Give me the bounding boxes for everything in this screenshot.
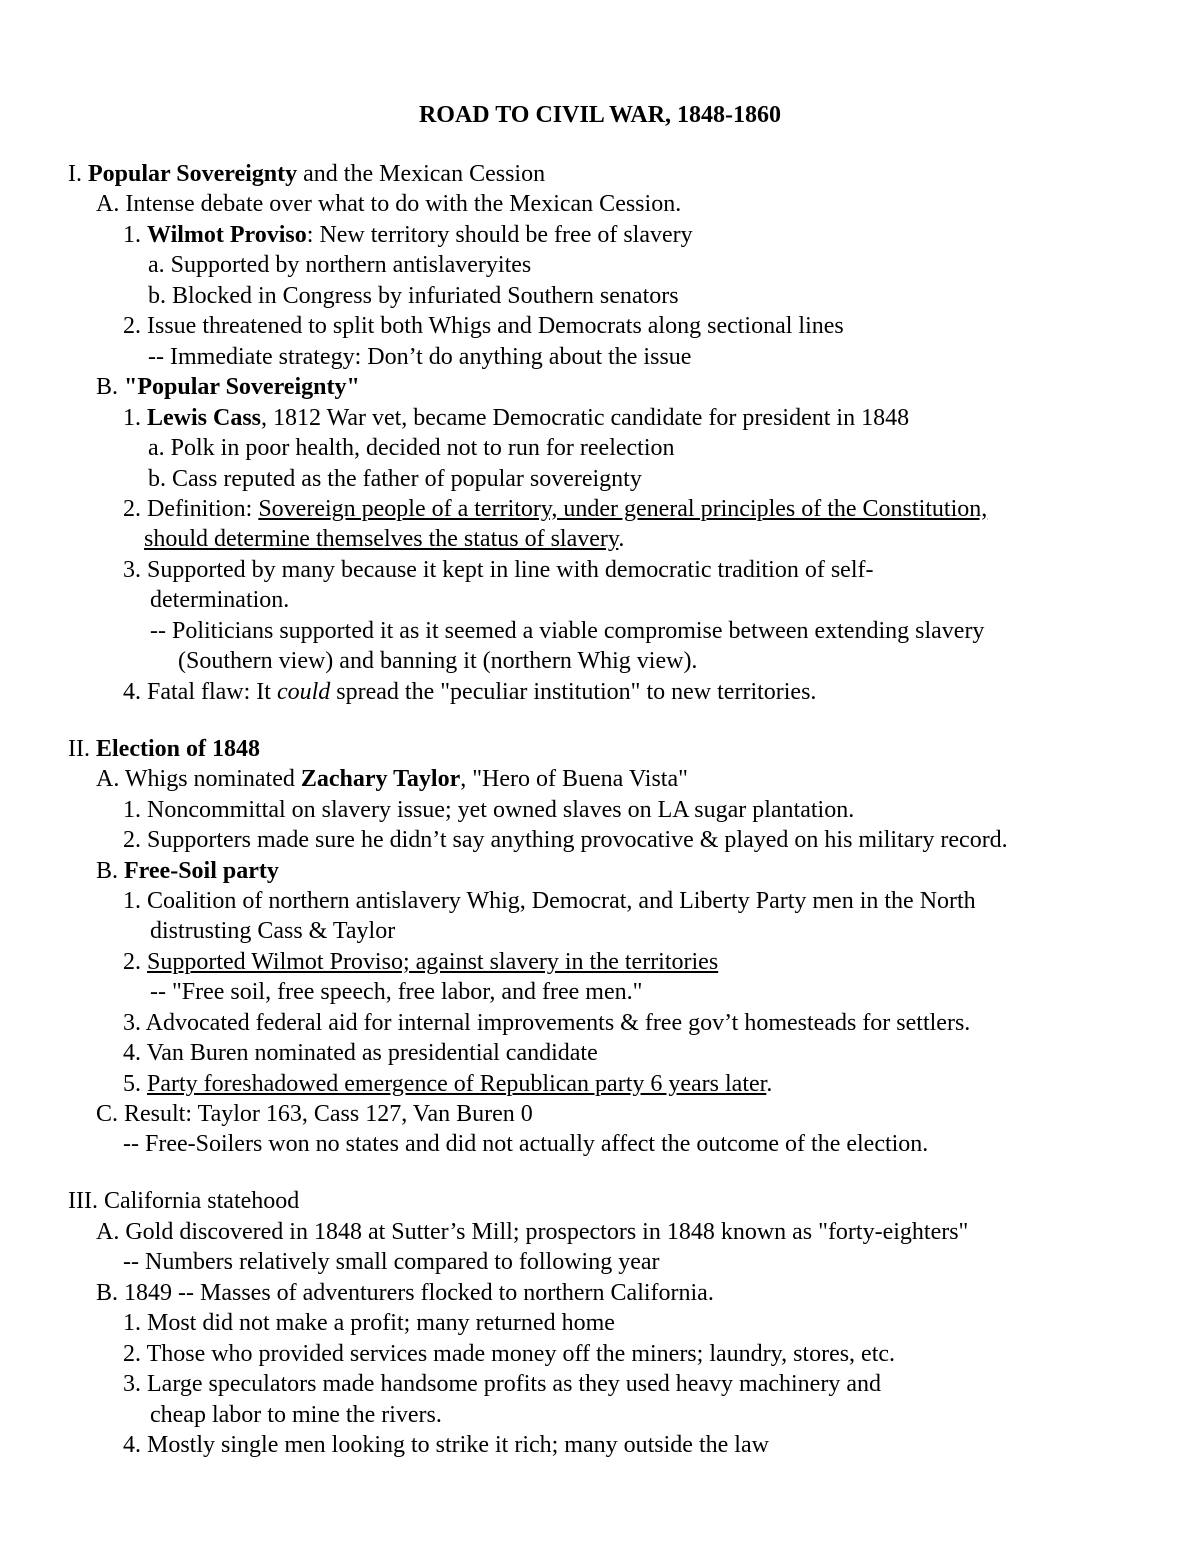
outline-line (123, 945, 718, 979)
outline-line (148, 340, 691, 374)
outline-line (150, 1398, 442, 1432)
outline-line (123, 823, 1008, 857)
bold-term: Wilmot Proviso (147, 222, 307, 248)
outline-line (96, 1276, 714, 1310)
outline-line (68, 157, 545, 191)
italic-text: could (276, 679, 331, 705)
outline-line (123, 401, 909, 435)
line-text: III. California statehood (68, 1188, 300, 1214)
line-text: I. (68, 161, 88, 187)
line-text: : New territory should be free of slavery (306, 222, 693, 248)
line-text: a. Supported by northern antislaveryites (148, 252, 532, 278)
outline-line (150, 914, 395, 948)
outline-line (123, 793, 854, 827)
line-text: 1. (123, 405, 147, 431)
line-text: spread the "peculiar institution" to new territories. (330, 679, 817, 705)
line-text: b. Cass reputed as the father of popular sovereignty (148, 466, 642, 492)
outline-line (123, 309, 844, 343)
outline-line (148, 279, 679, 313)
outline-line (96, 370, 360, 404)
line-text: -- "Free soil, free speech, free labor, and free men." (150, 979, 643, 1005)
line-text: 1. Coalition of northern antislavery Whig, Democrat, and Liberty Party men in the North (123, 888, 976, 914)
line-text: 2. Definition: (123, 496, 259, 522)
line-text: a. Polk in poor health, decided not to run for reelection (148, 435, 675, 461)
line-text: 1. (123, 222, 147, 248)
line-text: 1. Most did not make a profit; many returned home (123, 1310, 615, 1336)
outline-line (123, 553, 873, 587)
line-text: , 1812 War vet, became Democratic candidate for president in 1848 (261, 405, 910, 431)
document-title: ROAD TO CIVIL WAR, 1848-1860 (418, 102, 782, 128)
outline-line (123, 1306, 615, 1340)
outline-line (123, 492, 987, 526)
line-text: A. Intense debate over what to do with the Mexican Cession. (96, 191, 682, 217)
outline-line (123, 1428, 769, 1462)
bold-term: Zachary Taylor (300, 766, 461, 792)
outline-line (150, 975, 642, 1009)
underlined-text: should determine themselves the status of slavery (144, 526, 619, 552)
outline-line (178, 644, 697, 678)
outline-line (123, 218, 693, 252)
outline-line (148, 248, 531, 282)
outline-line (68, 1184, 299, 1218)
line-text: determination. (150, 587, 290, 613)
outline-line (123, 1006, 970, 1040)
line-text: -- Free-Soilers won no states and did not actually affect the outcome of the election. (123, 1131, 929, 1157)
line-text: 4. Fatal flaw: It (123, 679, 277, 705)
line-text: 4. Mostly single men looking to strike it rich; many outside the law (123, 1432, 769, 1458)
outline-line (144, 522, 624, 556)
line-text: , "Hero of Buena Vista" (460, 766, 688, 792)
line-text: -- Immediate strategy: Don’t do anything about the issue (148, 344, 692, 370)
line-text: 2. Those who provided services made money off the miners; laundry, stores, etc. (123, 1341, 896, 1367)
line-text: B. (96, 374, 125, 400)
line-text: . (766, 1071, 773, 1097)
line-text: -- Numbers relatively small compared to following year (123, 1249, 660, 1275)
outline-line (123, 884, 976, 918)
outline-line (96, 762, 688, 796)
underlined-text: Supported Wilmot Proviso; against slavery in the territories (147, 949, 719, 975)
outline-line (123, 675, 816, 709)
line-text: distrusting Cass & Taylor (150, 918, 396, 944)
line-text: 4. Van Buren nominated as presidential candidate (123, 1040, 598, 1066)
line-text: 1. Noncommittal on slavery issue; yet owned slaves on LA sugar plantation. (123, 797, 855, 823)
outline-line (148, 431, 675, 465)
line-text: cheap labor to mine the rivers. (150, 1402, 442, 1428)
line-text: A. Whigs nominated (96, 766, 301, 792)
outline-line (123, 1337, 895, 1371)
line-text: C. Result: Taylor 163, Cass 127, Van Buren 0 (96, 1101, 533, 1127)
line-text: -- Politicians supported it as it seemed a viable compromise between extending slavery (150, 618, 985, 644)
line-text: 2. Supporters made sure he didn’t say anything provocative & played on his military record. (123, 827, 1008, 853)
line-text: 2. (123, 949, 147, 975)
bold-term: Lewis Cass (147, 405, 262, 431)
outline-line (96, 854, 279, 888)
line-text: b. Blocked in Congress by infuriated Southern senators (148, 283, 679, 309)
outline-line (123, 1367, 881, 1401)
outline-line (96, 1097, 533, 1131)
outline-line (96, 187, 681, 221)
line-text: 5. (123, 1071, 147, 1097)
line-text: 3. Advocated federal aid for internal improvements & free gov’t homesteads for settlers. (123, 1010, 971, 1036)
outline-line (96, 1215, 968, 1249)
outline-line (68, 732, 260, 766)
line-text: . (618, 526, 625, 552)
outline-line (123, 1127, 928, 1161)
outline-line (150, 583, 289, 617)
bold-term: Election of 1848 (95, 736, 260, 762)
bold-term: Free-Soil party (124, 858, 279, 884)
outline-line (148, 462, 642, 496)
bold-term: "Popular Sovereignty" (124, 374, 360, 400)
line-text: 3. Supported by many because it kept in line with democratic tradition of self- (123, 557, 874, 583)
outline-line (150, 614, 984, 648)
line-text: B. (96, 858, 125, 884)
outline-line (123, 1036, 598, 1070)
line-text: 2. Issue threatened to split both Whigs and Democrats along sectional lines (123, 313, 844, 339)
line-text: 3. Large speculators made handsome profits as they used heavy machinery and (123, 1371, 881, 1397)
underlined-text: Party foreshadowed emergence of Republican party 6 years later (147, 1071, 767, 1097)
outline-line (123, 1245, 660, 1279)
bold-term: Popular Sovereignty (88, 161, 298, 187)
outline-line (123, 1067, 772, 1101)
line-text: (Southern view) and banning it (northern Whig view). (178, 648, 698, 674)
line-text: A. Gold discovered in 1848 at Sutter’s Mill; prospectors in 1848 known as "forty-eighters" (96, 1219, 969, 1245)
line-text: and the Mexican Cession (297, 161, 546, 187)
line-text: B. 1849 -- Masses of adventurers flocked to northern California. (96, 1280, 714, 1306)
line-text: II. (68, 736, 96, 762)
underlined-text: Sovereign people of a territory, under general principles of the Constitution, (258, 496, 988, 522)
